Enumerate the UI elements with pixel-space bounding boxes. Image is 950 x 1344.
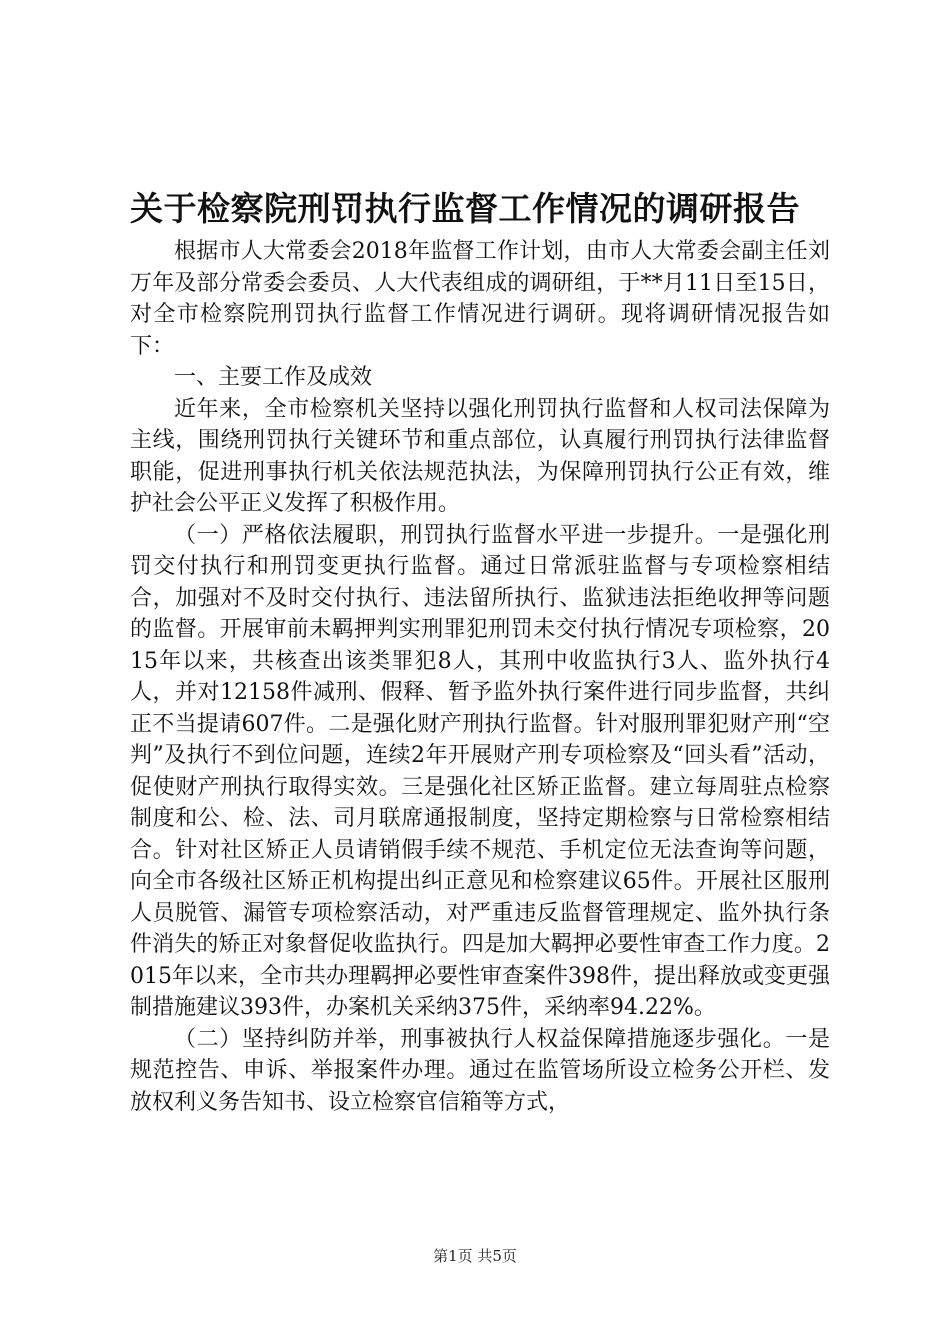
paragraph-overview: 近年来，全市检察机关坚持以强化刑罚执行监督和人权司法保障为主线，围绕刑罚执行关键环节和重点部位，认真履行刑罚执行法律监督职能，促进刑事执行机关依法规范执法，为保障刑罚执行公正有效，维护社会公平正义发挥了积极作用。: [130, 396, 830, 516]
section-heading-1: 一、主要工作及成效: [174, 365, 373, 390]
page-number-footer: 第1页 共5页: [433, 1247, 517, 1265]
paragraph-intro: 根据市人大常委会2018年监督工作计划，由市人大常委会副主任刘万年及部分常委会委员、人大代表组成的调研组，于**月11日至15日，对全市检察院刑罚执行监督工作情况进行调研。现将调研情况报告如下：: [130, 239, 830, 359]
paragraph-subsection-1: （一）严格依法履职，刑罚执行监督水平进一步提升。一是强化刑罚交付执行和刑罚变更执行监督。通过日常派驻监督与专项检察相结合，加强对不及时交付执行、违法留所执行、监狱违法拒绝收押等问题的监督。开展审前未羁押判实刑罪犯刑罚未交付执行情况专项检察，2015年以来，共核查出该类罪犯8人，其刑中收监执行3人、监外执行4人，并对12158件减刑、假释、暂予监外执行案件进行同步监督，共纠正不当提请607件。二是强化财产刑执行监督。针对服刑罪犯财产刑“空判”及执行不到位问题，连续2年开展财产刑专项检察及“回头看”活动，促使财产刑执行取得实效。三是强化社区矫正监督。建立每周驻点检察制度和公、检、法、司月联席通报制度，坚持定期检察与日常检察相结合。针对社区矫正人员请销假手续不规范、手机定位无法查询等问题，向全市各级社区矫正机构提出纠正意见和检察建议65件。开展社区服刑人员脱管、漏管专项检察活动，对严重违反监督管理规定、监外执行条件消失的矫正对象督促收监执行。四是加大羁押必要性审查工作力度。2015年以来，全市共办理羁押必要性审查案件398件，提出释放或变更强制措施建议393件，办案机关采纳375件，采纳率94.22%。: [130, 522, 830, 1020]
document-title: 关于检察院刑罚执行监督工作情况的调研报告: [130, 189, 800, 228]
paragraph-subsection-2: （二）坚持纠防并举，刑事被执行人权益保障措施逐步强化。一是规范控告、申诉、举报案件办理。通过在监管场所设立检务公开栏、发放权利义务告知书、设立检察官信箱等方式，: [130, 1026, 830, 1115]
document-body: [130, 236, 830, 1118]
